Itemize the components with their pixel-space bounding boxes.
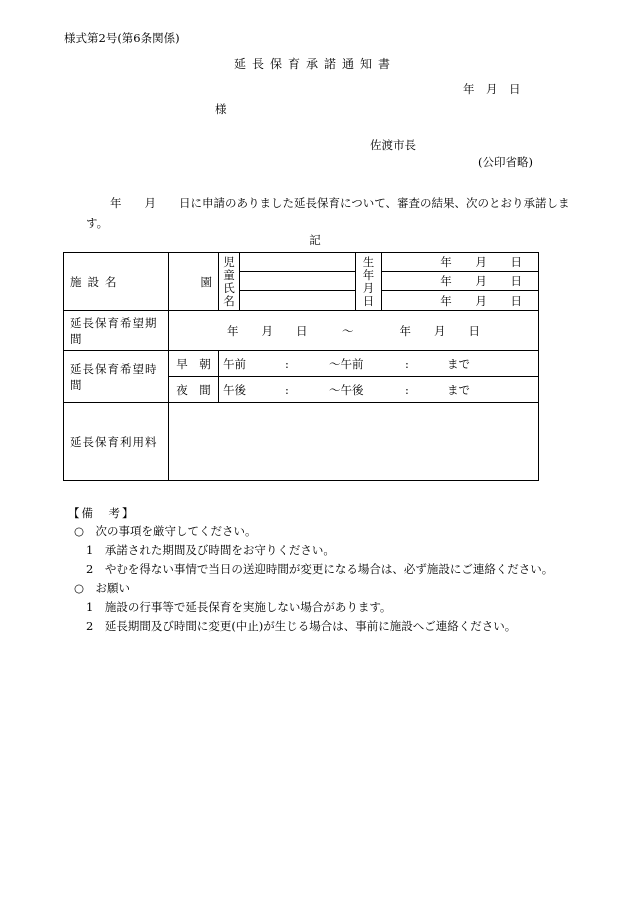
birthdate-field-2[interactable]: 年 月 日 bbox=[382, 272, 539, 291]
birthdate-label: 生 年 月 日 bbox=[356, 253, 382, 311]
birthdate-field-1[interactable]: 年 月 日 bbox=[382, 253, 539, 272]
note-item: 2 やむを得ない事情で当日の送迎時間が変更になる場合は、必ず施設にご連絡ください。 bbox=[86, 562, 554, 576]
birthdate-field-3[interactable]: 年 月 日 bbox=[382, 291, 539, 311]
note-item: ○ 次の事項を厳守してください。 bbox=[74, 524, 257, 538]
period-label: 延長保育希望期間 bbox=[64, 311, 169, 351]
fee-label: 延長保育利用料 bbox=[64, 403, 169, 481]
time-label: 延長保育希望時間 bbox=[64, 351, 169, 403]
ki-marker: 記 bbox=[309, 233, 321, 247]
document-title: 延長保育承諾通知書 bbox=[233, 57, 396, 71]
note-item: ○ お願い bbox=[74, 581, 131, 595]
notes-heading: 【備 考】 bbox=[68, 506, 136, 520]
issuer-name: 佐渡市長 bbox=[370, 138, 416, 152]
child-name-field-3[interactable] bbox=[240, 291, 356, 311]
note-item: 1 施設の行事等で延長保育を実施しない場合があります。 bbox=[86, 600, 392, 614]
period-field[interactable]: 年 月 日 ～ 年 月 日 bbox=[169, 311, 539, 351]
fee-field[interactable] bbox=[169, 403, 539, 481]
child-name-field-2[interactable] bbox=[240, 272, 356, 291]
form-number: 様式第2号(第6条関係) bbox=[64, 31, 180, 45]
facility-label: 施設名 bbox=[64, 253, 169, 311]
approval-form-table bbox=[63, 252, 539, 481]
seal-note: (公印省略) bbox=[478, 155, 533, 169]
evening-time-field[interactable]: 午後 : ～午後 : まで bbox=[219, 377, 539, 403]
note-item: 2 延長期間及び時間に変更(中止)が生じる場合は、事前に施設へご連絡ください。 bbox=[86, 619, 517, 633]
body-text: 年 月 日に申請のありました延長保育について、審査の結果、次のとおり承諾します。 bbox=[86, 196, 570, 230]
note-item: 1 承諾された期間及び時間をお守りください。 bbox=[86, 543, 335, 557]
child-name-field-1[interactable] bbox=[240, 253, 356, 272]
facility-suffix: 園 bbox=[169, 253, 219, 311]
child-name-label: 児 童 氏 名 bbox=[219, 253, 240, 311]
evening-label: 夜 間 bbox=[169, 377, 219, 403]
addressee-suffix: 様 bbox=[215, 102, 227, 116]
issue-date: 年 月 日 bbox=[463, 82, 521, 96]
morning-label: 早 朝 bbox=[169, 351, 219, 377]
morning-time-field[interactable]: 午前 : ～午前 : まで bbox=[219, 351, 539, 377]
